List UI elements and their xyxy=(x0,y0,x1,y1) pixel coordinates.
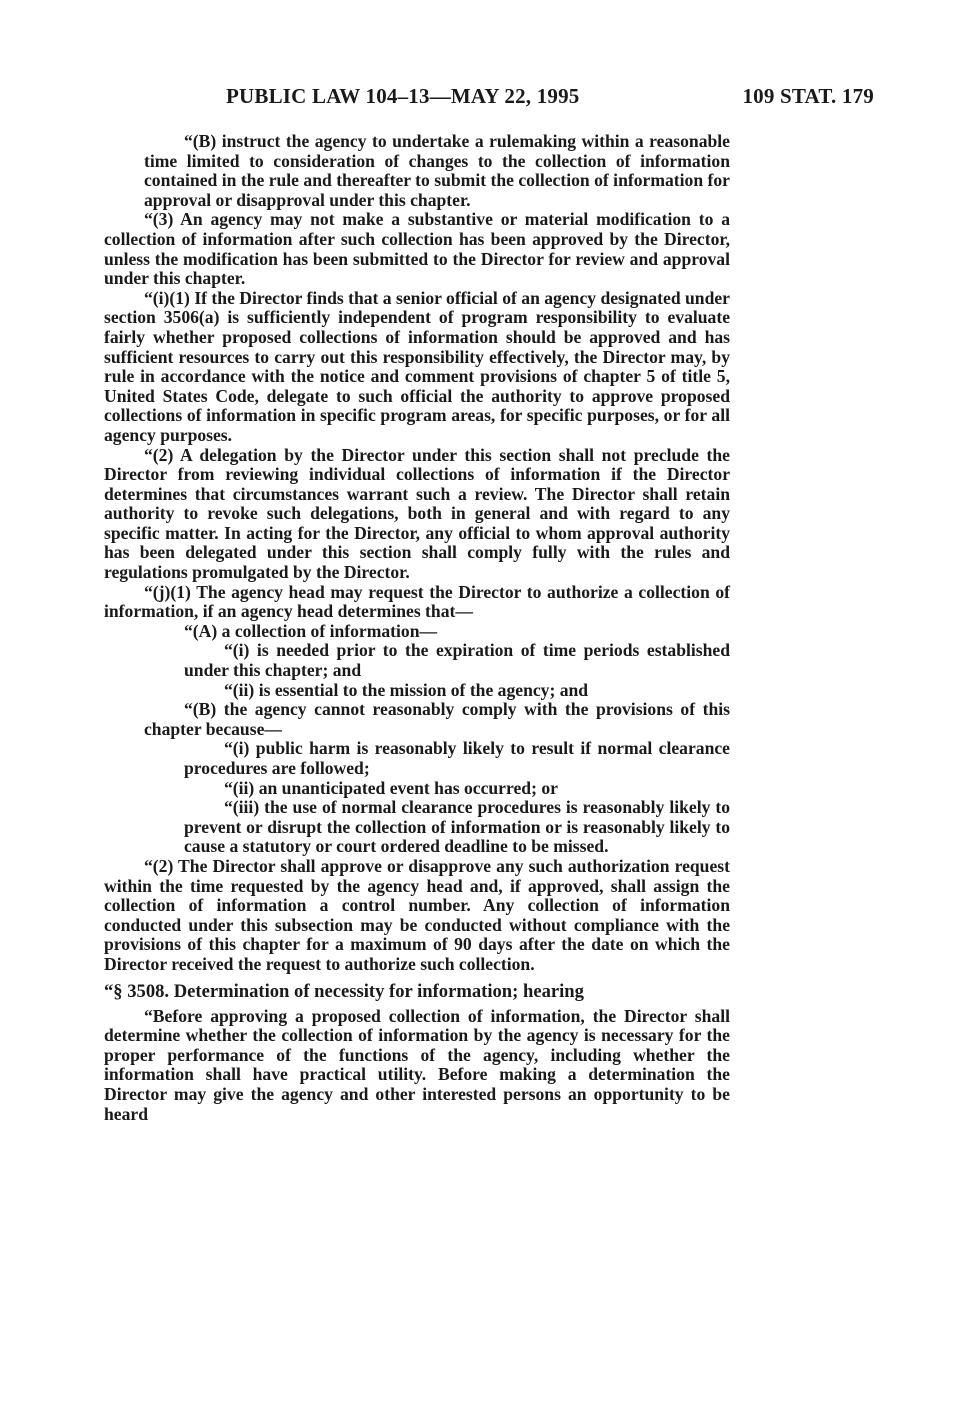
page-header xyxy=(104,84,874,112)
section-3508-heading: “§ 3508. Determination of necessity for information; hearing xyxy=(104,980,584,1002)
clause-b-i: “(i) public harm is reasonably likely to result if normal clearance procedures are followed; xyxy=(184,738,730,778)
section-3508-text: “Before approving a proposed collection of information, the Director shall determine whether the collection of information by the agency is necessary for the proper performance of the functions of the agency, including whether the information shall have practical utility. Before making a determination the Director may give the agency and other interested persons an opportunity to be heard xyxy=(104,1005,730,1124)
paragraph-3-modification: “(3) An agency may not make a substantive or material modification to a collection of information after such collection has been approved by the Director, unless the modification has been submitted to the Director for review and approval under this chapter. xyxy=(104,209,730,289)
clause-b-iii: “(iii) the use of normal clearance procedures is reasonably likely to prevent or disrupt the collection of information or is reasonably likely to cause a statutory or court ordered deadline to be missed. xyxy=(184,797,730,857)
paragraph-b-instruct: “(B) instruct the agency to undertake a rulemaking within a reasonable time limited to consideration of changes to the collection of information contained in the rule and thereafter to submit the collection of information for approval or disapproval under this chapter. xyxy=(144,131,730,210)
clause-b: “(B) the agency cannot reasonably comply with the provisions of this chapter because— xyxy=(144,699,730,739)
paragraph-j1-emergency: “(j)(1) The agency head may request the Director to authorize a collection of information, if an agency head determines that— xyxy=(104,581,730,622)
clause-a-ii: “(ii) is essential to the mission of the agency; and xyxy=(224,679,589,700)
paragraph-2-approve-disapprove: “(2) The Director shall approve or disapprove any such authorization request within the time requested by the agency head and, if approved, shall assign the collection of information a control number. Any collection of information conducted under this subsection may be conducted without compliance with the provisions of this chapter for a maximum of 90 days after the date on which the Director received the request to authorize such collection. xyxy=(104,855,730,974)
clause-a-i: “(i) is needed prior to the expiration of time periods established under this chapter; and xyxy=(184,640,730,681)
paragraph-2-delegation-review: “(2) A delegation by the Director under this section shall not preclude the Director from reviewing individual collections of information if the Director determines that circumstances warrant such a review. The Director shall retain authority to revoke such delegations, both in general and with regard to any specific matter. In acting for the Director, any official to whom approval authority has been delegated under this section shall comply fully with the rules and regulations promulgated by the Director. xyxy=(104,444,730,583)
clause-b-ii: “(ii) an unanticipated event has occurred; or xyxy=(224,777,558,798)
paragraph-i1-delegation: “(i)(1) If the Director finds that a senior official of an agency designated under section 3506(a) is sufficiently independent of program responsibility to evaluate fairly whether proposed collections of information should be approved and has sufficient resources to carry out this responsibility effectively, the Director may, by rule in accordance with the notice and comment provisions of chapter 5 of title 5, United States Code, delegate to such official the authority to approve proposed collections of information in specific program areas, for specific purposes, or for all agency purposes. xyxy=(104,287,730,445)
running-title: PUBLIC LAW 104–13—MAY 22, 1995 xyxy=(226,84,580,108)
body-text xyxy=(104,132,730,1124)
clause-a: “(A) a collection of information— xyxy=(184,620,438,641)
stat-page-number: 109 STAT. 179 xyxy=(742,84,874,108)
